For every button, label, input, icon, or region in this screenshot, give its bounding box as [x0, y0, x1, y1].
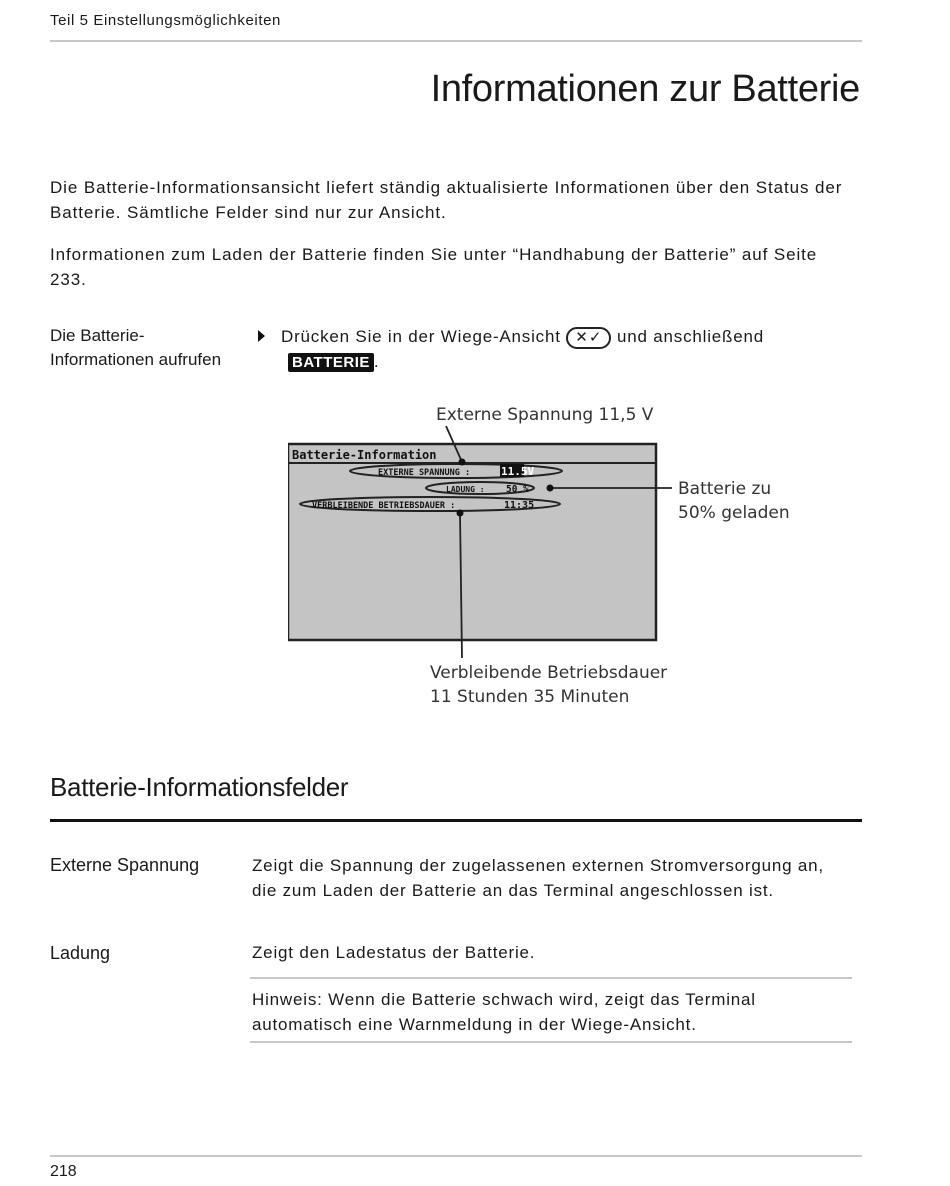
voltage-value: 11.5V	[501, 465, 535, 478]
charge-callout-text-2: 50% geladen	[678, 503, 790, 523]
field-label-voltage: Externe Spannung	[50, 855, 200, 875]
batterie-softkey: BATTERIE	[288, 353, 374, 372]
screen-title: Batterie-Information	[292, 448, 437, 462]
charge-field-label: LADUNG :	[446, 485, 485, 494]
running-header: Teil 5 Einstellungsmöglichkeiten	[50, 12, 281, 29]
step-text-before: Drücken Sie in der Wiege-Ansicht	[281, 327, 561, 346]
runtime-callout-text-2: 11 Stunden 35 Minuten	[430, 687, 630, 707]
battery-info-figure	[288, 400, 808, 710]
field-desc-charge: Zeigt den Ladestatus der Batterie.	[252, 943, 536, 962]
field-label-charge: Ladung	[50, 943, 111, 963]
field-desc-voltage: Zeigt die Spannung der zugelassenen externen Stromversorgung an, die zum Laden der Batterie an das Terminal angeschlossen ist.	[252, 856, 824, 900]
page-number: 218	[50, 1163, 77, 1180]
step-text-after: und anschließend	[616, 327, 764, 346]
section-divider	[50, 819, 862, 822]
page-title: Informationen zur Batterie	[430, 68, 860, 110]
step-text-end: .	[373, 352, 380, 371]
voltage-callout-text: Externe Spannung 11,5 V	[436, 405, 654, 425]
section-heading: Batterie-Informationsfelder	[50, 772, 349, 802]
procedure-step	[258, 324, 838, 374]
device-screen	[288, 444, 656, 640]
footer-divider	[50, 1155, 862, 1157]
runtime-value: 11:35	[504, 500, 535, 511]
voltage-field-label: EXTERNE SPANNUNG :	[378, 468, 471, 478]
runtime-field-label: VERBLEIBENDE BETRIEBSDAUER :	[312, 501, 456, 511]
charge-value: 50 %	[506, 484, 529, 495]
voltage-callout-dot	[459, 459, 466, 466]
runtime-callout-dot	[457, 510, 464, 517]
ok-cancel-key-icon: ✕✓	[566, 327, 611, 349]
charge-callout-text-1: Batterie zu	[678, 479, 772, 499]
charge-callout-dot	[547, 485, 554, 492]
note-bottom-rule	[250, 1041, 852, 1043]
runtime-callout-text-1: Verbleibende Betriebsdauer	[430, 663, 668, 683]
intro-paragraph-1: Die Batterie-Informationsansicht liefert ständig aktualisierte Informationen über den Status der Batterie. Sämtliche Felder sind nur zur Ansicht.	[50, 178, 843, 222]
intro-paragraph-2: Informationen zum Laden der Batterie finden Sie unter “Handhabung der Batterie” auf Seite 233.	[50, 245, 818, 289]
header-divider	[50, 40, 862, 42]
note-top-rule	[250, 977, 852, 979]
bullet-triangle-icon	[258, 330, 265, 342]
note-text: Hinweis: Wenn die Batterie schwach wird, zeigt das Terminal automatisch eine Warnmeldung in der Wiege-Ansicht.	[252, 990, 756, 1034]
procedure-label: Die Batterie-Informationen aufrufen	[50, 326, 222, 369]
